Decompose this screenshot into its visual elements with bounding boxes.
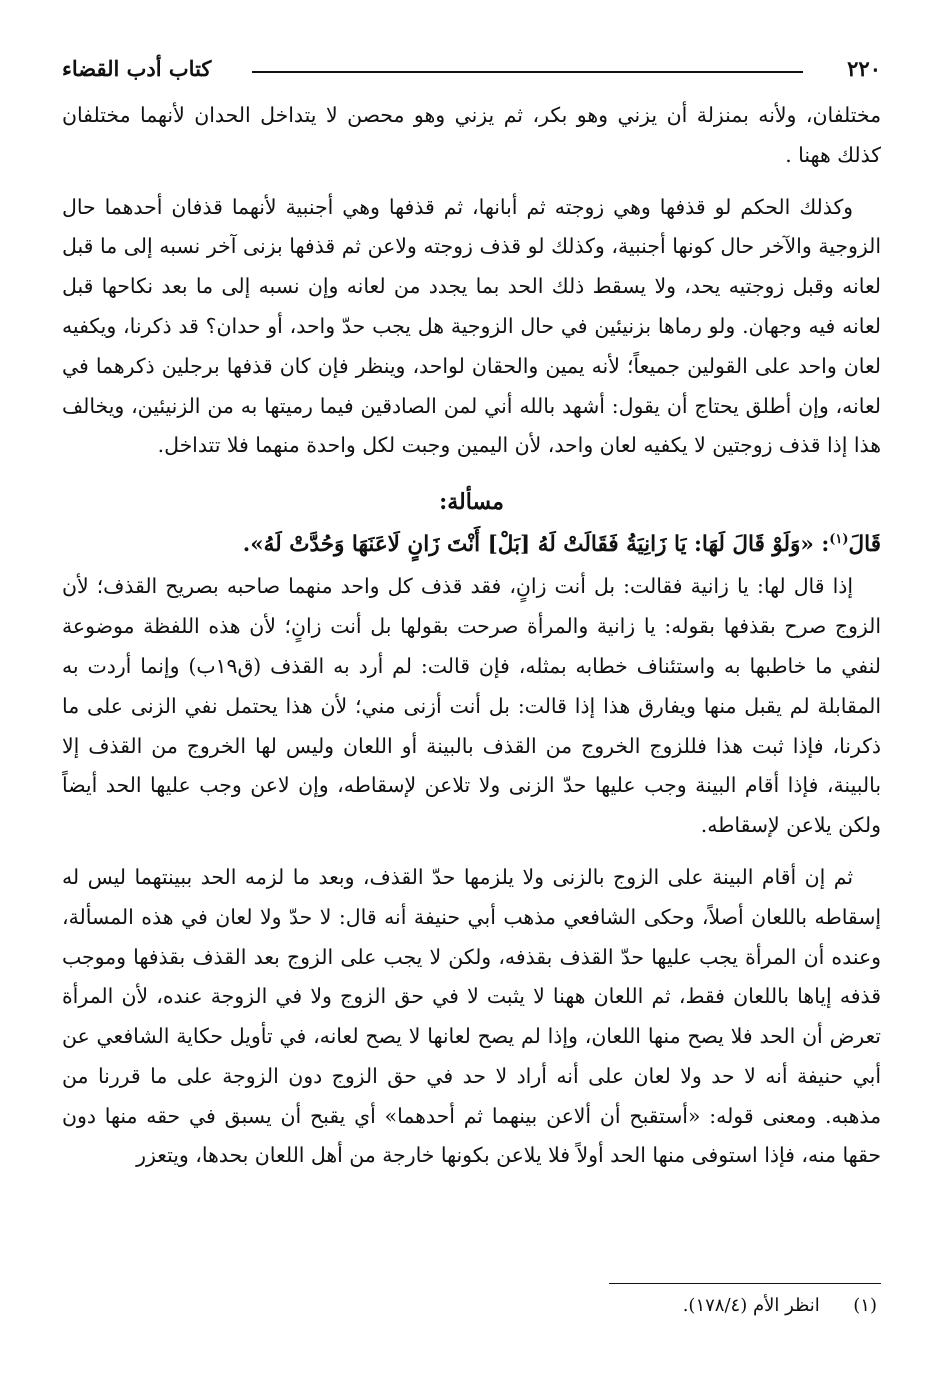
book-title: كتاب أدب القضاء <box>62 56 212 81</box>
page-header <box>62 54 881 90</box>
rule-text: : «وَلَوْ قَالَ لَهَا: يَا زَانِيَةُ فَقَالَتْ لَهُ [بَلْ] أَنْتَ زَانٍ لَاعَنَهَا وَحُدَّتْ لَهُ». <box>242 532 830 558</box>
quoted-rule <box>62 520 881 565</box>
paragraph: إذا قال لها: يا زانية فقالت: بل أنت زانٍ، فقد قذف كل واحد منهما صاحبه بصريح القذف؛ لأن الزوج صرح بقذفها بقوله: يا زانية والمرأة صرحت بقولها بل أنت زانٍ؛ لأن هذه اللفظة موضوعة لنفي ما خاطبها به واستئناف خطابه بمثله، فإن قالت: لم أرد به القذف (ق١٩ب) وإنما أردت به المقابلة لم يقبل منها ويفارق هذا إذا قالت: بل أنت أزنى مني؛ لأن هذا يحتمل نفي الزنى على ما ذكرنا، فإذا ثبت هذا فللزوج الخروج من القذف بالبينة أو اللعان وليس لها الخروج من القذف إلا بالبينة، فإذا أقام البينة وجب عليها حدّ الزنى ولا تلاعن لإسقاطه، وإن لاعن وجب عليها الحد أيضاً ولكن يلاعن لإسقاطه. <box>62 574 881 838</box>
paragraph: وكذلك الحكم لو قذفها وهي زوجته ثم أبانها، ثم قذفها وهي أجنبية لأنهما قذفان أحدهما حال الزوجية والآخر حال كونها أجنبية، وكذلك لو قذف زوجته ولاعن ثم قذفها بزنى آخر نسبه إلى ما قبل لعانه وقبل زوجتيه يحد، ولا يسقط ذلك الحد بما يجدد من لعانه وإن نسبه إلى ما بعد نكاحها قبل لعانه فيه وجهان. ولو رماها بزنيئين في حال الزوجية هل يجب حدّ واحد، أو حدان؟ قد ذكرنا، ويكفيه لعان واحد على القولين جميعاً؛ لأنه يمين والحقان لواحد، وينظر فإن كان قذفها برجلين ذكرهما في لعانه، وإن أطلق يحتاج أن يقول: أشهد بالله أني لمن الصادقين فيما رميتها به من الزنيئين، ويخالف هذا إذا قذف زوجتين لا يكفيه لعان واحد، لأن اليمين وجبت لكل واحدة منهما فلا تتداخل. <box>62 194 881 458</box>
body-text <box>62 96 881 1176</box>
section-title: مسألة: <box>439 489 504 516</box>
paragraph: ثم إن أقام البينة على الزوج بالزنى ولا يلزمها حدّ القذف، وبعد ما لزمه الحد ببينتهما ليس له إسقاطه باللعان أصلاً، وحكى الشافعي مذهب أبي حنيفة أنه قال: لا حدّ ولا لعان في هذه المسألة، وعنده أن المرأة يجب عليها حدّ القذف بقذفه، ولكن لا يجب على الزوج بعد القذف بقذفها وموجب قذفه إياها باللعان فقط، ثم اللعان ههنا لا يثبت لا في حق الزوج ولا في الزوجة عنده، لأن المرأة تعرض أن الحد فلا يصح منها اللعان، وإذا لم يصح لعانها لا يصح لعانه، في تأويل حكاية الشافعي عن أبي حنيفة أنه لا حد ولا لعان على أنه أراد لا حد في حق الزوج دون الزوجة على ما قررنا من مذهبه. ومعنى قوله: «أستقبح أن ألاعن بينهما ثم أحدهما» أي يقبح أن يسبق في حقه منها دون حقها منه، فإذا استوفى منها الحد أولاً فلا يلاعن بكونها خارجة من أهل اللعان بحدها، ويتعزر <box>62 864 881 1168</box>
footnote-reference: (١) <box>829 532 849 548</box>
footnote-text: انظر الأم (١٧٨/٤). <box>682 1295 820 1316</box>
footnote-marker: (١) <box>853 1295 877 1316</box>
rule-prefix: قَالَ <box>848 532 881 558</box>
header-rule <box>252 71 803 73</box>
paragraph: مختلفان، ولأنه بمنزلة أن يزني وهو بكر، ثم يزني وهو محصن لا يتداخل الحدان لأنهما مختلفان كذلك ههنا . <box>62 103 881 167</box>
page-number: ٢٢٠ <box>847 56 881 81</box>
footnote-separator <box>609 1283 881 1284</box>
footnote <box>62 1291 877 1321</box>
